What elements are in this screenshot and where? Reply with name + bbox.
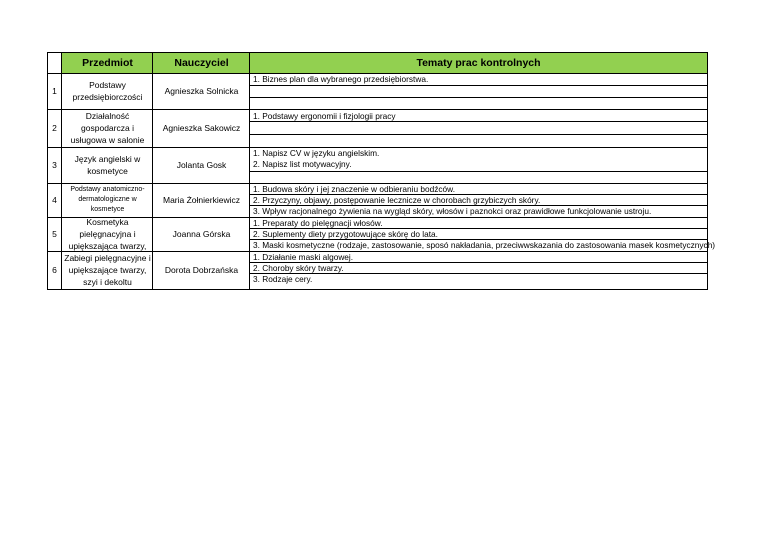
topic-cell[interactable]: 1. Napisz CV w języku angielskim. <box>253 148 380 158</box>
subject-cell[interactable]: Zabiegi pielęgnacyjne i upiększające twarzy, szyi i dekoltu <box>64 253 151 287</box>
topic-cell[interactable]: 1. Budowa skóry i jej znaczenie w odbieraniu bodźców. <box>253 184 456 194</box>
header-teacher[interactable]: Nauczyciel <box>174 57 229 69</box>
topic-cell[interactable]: 2. Napisz list motywacyjny. <box>253 159 352 169</box>
teacher-cell[interactable]: Jolanta Gosk <box>176 160 227 170</box>
topic-cell[interactable]: 2. Przyczyny, objawy, postępowanie lecznicze w chorobach grzybiczych skóry. <box>253 195 541 205</box>
subject-cell[interactable]: Podstawy anatomiczno-dermatologiczne w kosmetyce <box>70 186 145 213</box>
row-number[interactable]: 5 <box>52 229 57 239</box>
teacher-cell[interactable]: Dorota Dobrzańska <box>164 265 239 275</box>
grid-line <box>249 85 707 86</box>
teacher-cell[interactable]: Maria Żołnierkiewicz <box>163 195 240 205</box>
row-number[interactable]: 1 <box>52 86 57 96</box>
row-number[interactable]: 6 <box>52 265 57 275</box>
subject-cell[interactable]: Kosmetyka pielęgnacyjna i upiększająca twarzy, <box>68 217 147 251</box>
subject-cell[interactable]: Język angielski w kosmetyce <box>74 154 141 176</box>
teacher-cell[interactable]: Joanna Górska <box>172 229 231 239</box>
subject-cell[interactable]: Działalność gospodarcza i usługowa w salonie <box>70 111 145 145</box>
grid-line <box>249 134 707 135</box>
topic-cell[interactable]: 1. Biznes plan dla wybranego przedsiębiorstwa. <box>253 74 429 84</box>
spreadsheet-table <box>47 52 716 290</box>
teacher-cell[interactable]: Agnieszka Solnicka <box>164 86 239 96</box>
grid-line <box>249 273 707 274</box>
topic-cell[interactable]: 1. Preparaty do pielęgnacji włosów. <box>253 218 383 228</box>
row-number[interactable]: 2 <box>52 123 57 133</box>
topic-cell[interactable]: 1. Podstawy ergonomii i fizjologii pracy <box>253 111 396 121</box>
topic-cell[interactable]: 2. Choroby skóry twarzy. <box>253 263 344 273</box>
row-number[interactable]: 4 <box>52 195 57 205</box>
topic-cell[interactable]: 2. Suplementy diety przygotowujące skórę do lata. <box>253 229 438 239</box>
row-number[interactable]: 3 <box>52 160 57 170</box>
subject-cell[interactable]: Podstawy przedsiębiorczości <box>72 80 143 102</box>
topic-cell[interactable]: 3. Maski kosmetyczne (rodzaje, zastosowanie, sposó nakładania, przeciwwskazania do zastosowania masek kosmetycznych) <box>253 240 716 250</box>
teacher-cell[interactable]: Agnieszka Sakowicz <box>162 123 241 133</box>
topic-cell[interactable]: 1. Działanie maski algowej. <box>253 252 354 262</box>
grid-line <box>249 171 707 172</box>
header-topics[interactable]: Tematy prac kontrolnych <box>416 57 541 69</box>
header-subject[interactable]: Przedmiot <box>82 57 133 69</box>
grid-line <box>249 97 707 98</box>
topic-cell[interactable]: 3. Wpływ racjonalnego żywienia na wygląd skóry, włosów i paznokci oraz prawidłowe funkcjolowanie ustroju. <box>253 206 652 216</box>
topic-cell[interactable]: 3. Rodzaje cery. <box>253 274 313 284</box>
grid-line <box>249 121 707 122</box>
